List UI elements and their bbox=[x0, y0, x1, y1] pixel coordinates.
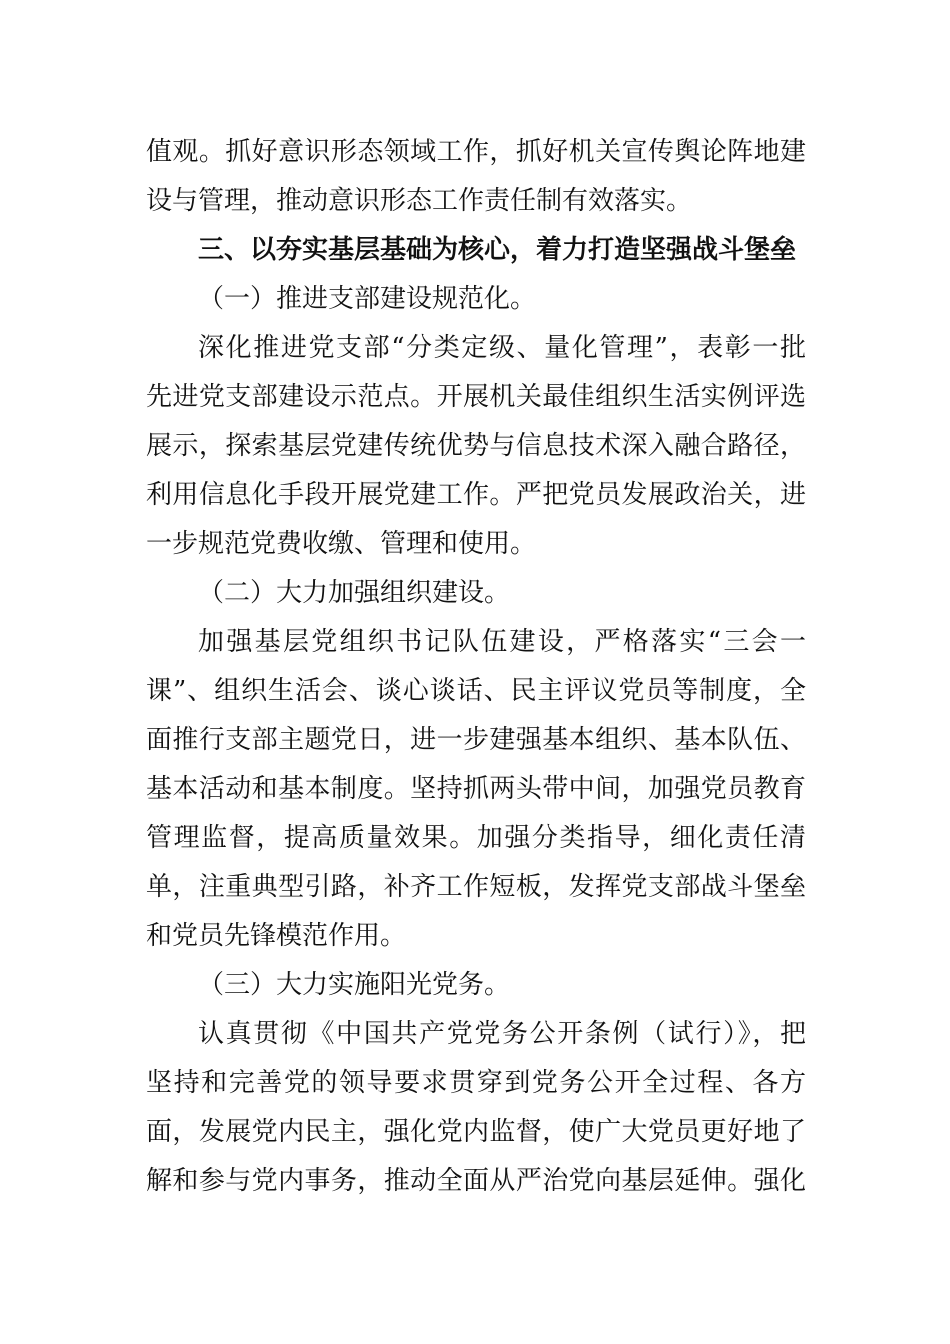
body-line: 展示，探索基层党建传统优势与信息技术深入融合路径， bbox=[146, 431, 806, 461]
body-line: 单，注重典型引路，补齐工作短板，发挥党支部战斗堡垒 bbox=[146, 872, 806, 902]
body-line: 设与管理，推动意识形态工作责任制有效落实。 bbox=[146, 186, 693, 216]
document-body bbox=[146, 128, 806, 1206]
body-line: 解和参与党内事务，推动全面从严治党向基层延伸。强化 bbox=[146, 1166, 806, 1196]
section-heading: 三、以夯实基层基础为核心，着力打造坚强战斗堡垒 bbox=[198, 235, 797, 265]
body-line: 课”、组织生活会、谈心谈话、民主评议党员等制度，全 bbox=[146, 676, 806, 706]
body-line: 值观。抓好意识形态领域工作，抓好机关宣传舆论阵地建 bbox=[146, 137, 806, 167]
subsection-heading: （一）推进支部建设规范化。 bbox=[198, 284, 537, 314]
body-line: 坚持和完善党的领导要求贯穿到党务公开全过程、各方 bbox=[146, 1068, 806, 1098]
subsection-heading: （二）大力加强组织建设。 bbox=[198, 578, 511, 608]
body-line: 先进党支部建设示范点。开展机关最佳组织生活实例评选 bbox=[146, 382, 806, 412]
subsection-heading: （三）大力实施阳光党务。 bbox=[198, 970, 511, 1000]
body-line: 面推行支部主题党日，进一步建强基本组织、基本队伍、 bbox=[146, 725, 806, 755]
paragraph-first-line: 加强基层党组织书记队伍建设，严格落实“三会一 bbox=[198, 627, 806, 657]
body-line: 管理监督，提高质量效果。加强分类指导，细化责任清 bbox=[146, 823, 806, 853]
body-line: 基本活动和基本制度。坚持抓两头带中间，加强党员教育 bbox=[146, 774, 806, 804]
body-line: 面，发展党内民主，强化党内监督，使广大党员更好地了 bbox=[146, 1117, 806, 1147]
paragraph-first-line: 深化推进党支部“分类定级、量化管理”，表彰一批 bbox=[198, 333, 806, 363]
body-line: 和党员先锋模范作用。 bbox=[146, 921, 407, 951]
body-line: 一步规范党费收缴、管理和使用。 bbox=[146, 529, 537, 559]
body-line: 利用信息化手段开展党建工作。严把党员发展政治关，进 bbox=[146, 480, 806, 510]
paragraph-first-line: 认真贯彻《中国共产党党务公开条例（试行）》，把 bbox=[198, 1019, 806, 1049]
